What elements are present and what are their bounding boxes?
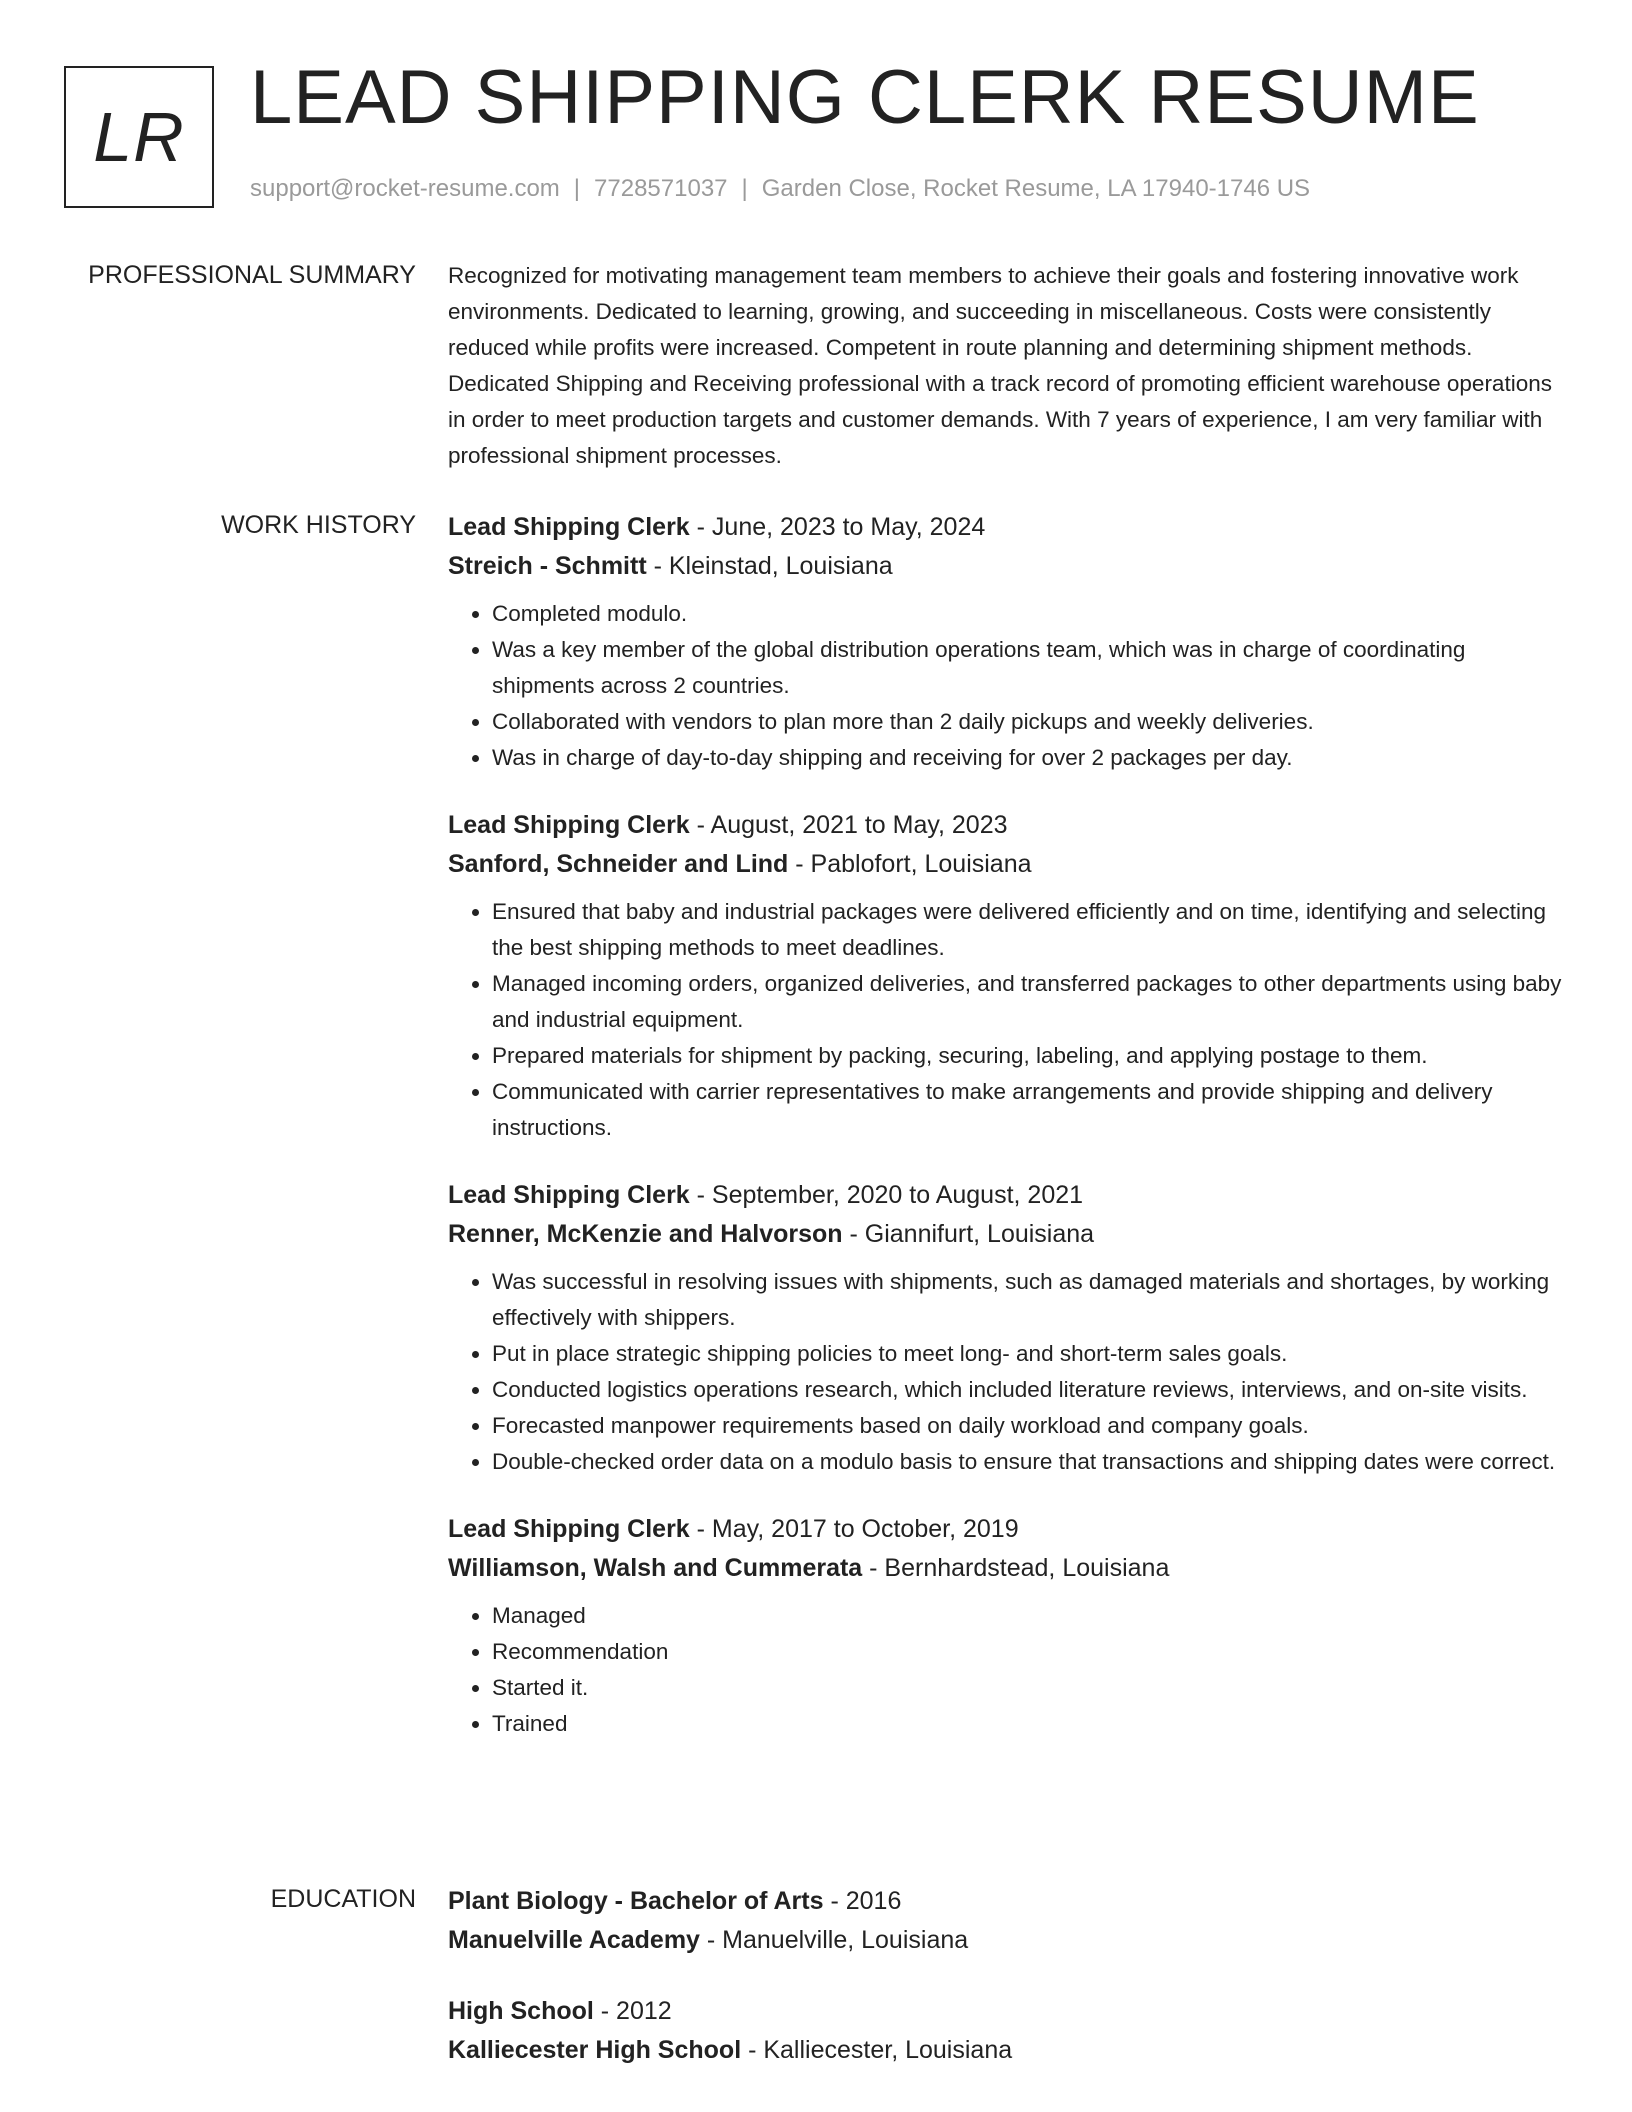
job-entry: [448, 1176, 1568, 1480]
degree: High School: [448, 1997, 594, 2025]
job-title: Lead Shipping Clerk: [448, 1515, 690, 1543]
list-item: • Double-checked order data on a modulo basis to ensure that transactions and shipping dates were correct.: [492, 1444, 1568, 1480]
job-company-line: [448, 1549, 1568, 1588]
address: Garden Close, Rocket Resume, LA 17940-1746 US: [761, 175, 1311, 202]
job-title-line: [448, 508, 1568, 547]
job-location: - Giannifurt, Louisiana: [842, 1220, 1095, 1248]
job-bullets: [448, 596, 1568, 776]
job-entry: [448, 1510, 1568, 1742]
job-dates: - August, 2021 to May, 2023: [689, 811, 1008, 839]
school: Manuelville Academy: [448, 1926, 700, 1954]
list-item: • Communicated with carrier representatives to make arrangements and provide shipping and delivery instructions.: [492, 1074, 1568, 1146]
job-dates: - September, 2020 to August, 2021: [689, 1181, 1084, 1209]
job-title-line: [448, 1510, 1568, 1549]
list-item: • Was a key member of the global distribution operations team, which was in charge of coordinating shipments across 2 countries.: [492, 632, 1568, 704]
job-location: - Kleinstad, Louisiana: [646, 552, 893, 580]
list-item: • Was successful in resolving issues with shipments, such as damaged materials and shortages, by working effectively with shippers.: [492, 1264, 1568, 1336]
job-company-line: [448, 845, 1568, 884]
job-company: Williamson, Walsh and Cummerata: [448, 1554, 863, 1582]
education-list: [448, 1882, 1568, 2102]
education-entry: [448, 1992, 1568, 2070]
list-item: • Completed modulo.: [492, 596, 1568, 632]
email[interactable]: support@rocket-resume.com: [250, 175, 560, 202]
phone[interactable]: 7728571037: [594, 175, 728, 202]
job-bullets: [448, 894, 1568, 1146]
list-item: • Started it.: [492, 1670, 1568, 1706]
job-entry: [448, 806, 1568, 1146]
list-item: • Managed: [492, 1598, 1568, 1634]
list-item: • Trained: [492, 1706, 1568, 1742]
job-company: Sanford, Schneider and Lind: [448, 850, 789, 878]
job-bullets: [448, 1264, 1568, 1480]
monogram: LR: [64, 66, 214, 208]
section-label: EDUCATION: [270, 1885, 416, 1913]
degree-line: [448, 1992, 1568, 2031]
job-location: - Bernhardstead, Louisiana: [862, 1554, 1170, 1582]
job-company: Renner, McKenzie and Halvorson: [448, 1220, 843, 1248]
job-company-line: [448, 547, 1568, 586]
contact-line: [250, 175, 1310, 203]
list-item: • Managed incoming orders, organized deliveries, and transferred packages to other departments using baby and industrial equipment.: [492, 966, 1568, 1038]
degree-year: - 2012: [593, 1997, 672, 2025]
job-bullets: [448, 1598, 1568, 1742]
list-item: • Collaborated with vendors to plan more than 2 daily pickups and weekly deliveries.: [492, 704, 1568, 740]
school-line: [448, 2031, 1568, 2070]
job-location: - Pablofort, Louisiana: [788, 850, 1032, 878]
summary-text: Recognized for motivating management team members to achieve their goals and fostering innovative work environments. Dedicated to learning, growing, and succeeding in miscellaneous. Costs were consistently reduced while profits were increased. Competent in route planning and determining shipment methods. Dedicated Shipping and Receiving professional with a track record of promoting efficient warehouse operations in order to meet production targets and customer demands. With 7 years of experience, I am very familiar with professional shipment processes.: [448, 263, 1552, 468]
school-location: - Kalliecester, Louisiana: [741, 2036, 1013, 2064]
section-label: PROFESSIONAL SUMMARY: [88, 261, 416, 289]
job-title-line: [448, 806, 1568, 845]
page-title: LEAD SHIPPING CLERK RESUME: [250, 55, 1480, 140]
job-title: Lead Shipping Clerk: [448, 811, 690, 839]
degree-line: [448, 1882, 1568, 1921]
job-dates: - May, 2017 to October, 2019: [689, 1515, 1019, 1543]
school-location: - Manuelville, Louisiana: [699, 1926, 969, 1954]
list-item: • Ensured that baby and industrial packages were delivered efficiently and on time, identifying and selecting the best shipping methods to meet deadlines.: [492, 894, 1568, 966]
job-title-line: [448, 1176, 1568, 1215]
job-entry: [448, 508, 1568, 776]
list-item: • Forecasted manpower requirements based on daily workload and company goals.: [492, 1408, 1568, 1444]
list-item: • Prepared materials for shipment by packing, securing, labeling, and applying postage to them.: [492, 1038, 1568, 1074]
list-item: • Conducted logistics operations research, which included literature reviews, interviews, and on-site visits.: [492, 1372, 1568, 1408]
jobs-list: [448, 508, 1568, 1772]
education-entry: [448, 1882, 1568, 1960]
list-item: • Recommendation: [492, 1634, 1568, 1670]
job-dates: - June, 2023 to May, 2024: [689, 513, 986, 541]
list-item: • Put in place strategic shipping policies to meet long- and short-term sales goals.: [492, 1336, 1568, 1372]
section-label: WORK HISTORY: [221, 511, 416, 539]
job-title: Lead Shipping Clerk: [448, 1181, 690, 1209]
degree: Plant Biology - Bachelor of Arts: [448, 1887, 824, 1915]
job-company-line: [448, 1215, 1568, 1254]
separator: |: [741, 175, 748, 202]
school-line: [448, 1921, 1568, 1960]
separator: |: [573, 175, 581, 202]
degree-year: - 2016: [823, 1887, 902, 1915]
job-title: Lead Shipping Clerk: [448, 513, 690, 541]
job-company: Streich - Schmitt: [448, 552, 647, 580]
list-item: • Was in charge of day-to-day shipping and receiving for over 2 packages per day.: [492, 740, 1568, 776]
school: Kalliecester High School: [448, 2036, 742, 2064]
